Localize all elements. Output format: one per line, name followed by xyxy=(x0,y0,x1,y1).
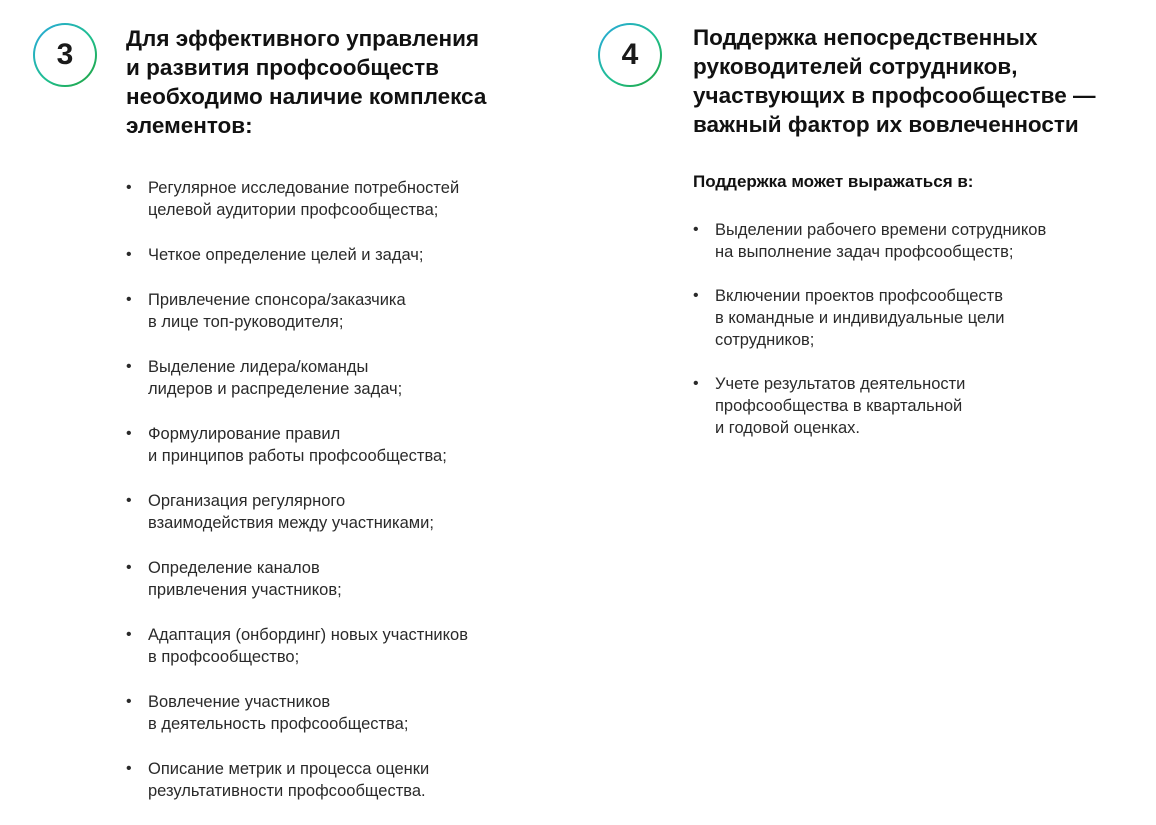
bullet-item xyxy=(126,758,468,802)
bullet-item-text-line: Выделение лидера/команды xyxy=(148,358,369,376)
bullet-dot-icon: • xyxy=(126,246,132,263)
bullet-item xyxy=(126,691,468,735)
bullet-item-text-line: в профсообщество; xyxy=(148,648,300,666)
section-4-number: 4 xyxy=(600,25,660,85)
bullet-dot-icon: • xyxy=(126,291,132,308)
section-3-heading-line: и развития профсообществ xyxy=(126,55,439,80)
bullet-item-text-line: Описание метрик и процесса оценки xyxy=(148,760,430,778)
bullet-item-text-line: Адаптация (онбординг) новых участников xyxy=(148,626,468,644)
section-3-heading xyxy=(126,24,486,140)
section-3-number: 3 xyxy=(35,25,95,85)
bullet-item-text-line: результативности профсообщества. xyxy=(148,782,426,800)
bullet-dot-icon: • xyxy=(126,358,132,375)
bullet-dot-icon: • xyxy=(126,559,132,576)
bullet-item-text-line: Четкое определение целей и задач; xyxy=(148,246,424,264)
bullet-item-text-line: Регулярное исследование потребностей xyxy=(148,179,460,197)
section-3-heading-line: необходимо наличие комплекса xyxy=(126,84,487,109)
bullet-item-text-line: в деятельность профсообщества; xyxy=(148,715,409,733)
bullet-item-text-line: и принципов работы профсообщества; xyxy=(148,447,447,465)
bullet-item xyxy=(126,490,468,534)
section-3-number-badge xyxy=(33,23,97,87)
bullet-item-text-line: Привлечение спонсора/заказчика xyxy=(148,291,406,309)
bullet-item-text-line: Включении проектов профсообществ xyxy=(715,287,1003,305)
bullet-item xyxy=(126,423,468,467)
bullet-item-text-line: Выделении рабочего времени сотрудников xyxy=(715,221,1047,239)
bullet-item-text-line: целевой аудитории профсообщества; xyxy=(148,201,439,219)
section-4-bullet-list xyxy=(693,219,1046,461)
bullet-dot-icon: • xyxy=(693,287,699,304)
bullet-dot-icon: • xyxy=(126,626,132,643)
bullet-item-text-line: Учете результатов деятельности xyxy=(715,375,966,393)
bullet-item xyxy=(126,289,468,333)
bullet-item-text-line: Организация регулярного xyxy=(148,492,346,510)
section-4-heading-line: важный фактор их вовлеченности xyxy=(693,112,1079,137)
bullet-item xyxy=(126,244,468,266)
bullet-dot-icon: • xyxy=(126,693,132,710)
bullet-item-text-line: в лице топ-руководителя; xyxy=(148,313,344,331)
bullet-item xyxy=(693,373,1046,439)
bullet-item-text-line: Формулирование правил xyxy=(148,425,341,443)
section-4-heading-line: Поддержка непосредственных xyxy=(693,25,1038,50)
bullet-item xyxy=(693,285,1046,351)
section-4-heading-line: участвующих в профсообществе — xyxy=(693,83,1096,108)
bullet-item xyxy=(126,356,468,400)
bullet-item-text-line: и годовой оценках. xyxy=(715,419,860,437)
bullet-dot-icon: • xyxy=(126,492,132,509)
bullet-item-text-line: сотрудников; xyxy=(715,331,815,349)
bullet-item xyxy=(693,219,1046,263)
bullet-item xyxy=(126,557,468,601)
section-4-heading xyxy=(693,23,1095,139)
section-3-bullet-list xyxy=(126,177,468,825)
bullet-item-text-line: в командные и индивидуальные цели xyxy=(715,309,1005,327)
section-3-heading-line: элементов: xyxy=(126,113,253,138)
bullet-dot-icon: • xyxy=(126,760,132,777)
bullet-item-text-line: на выполнение задач профсообществ; xyxy=(715,243,1014,261)
section-4-subheading: Поддержка может выражаться в: xyxy=(693,172,974,191)
section-4-number-badge xyxy=(598,23,662,87)
bullet-item-text-line: привлечения участников; xyxy=(148,581,342,599)
bullet-item xyxy=(126,624,468,668)
bullet-item-text-line: взаимодействия между участниками; xyxy=(148,514,434,532)
bullet-dot-icon: • xyxy=(693,221,699,238)
section-4-heading-line: руководителей сотрудников, xyxy=(693,54,1018,79)
bullet-item-text-line: профсообщества в квартальной xyxy=(715,397,963,415)
bullet-dot-icon: • xyxy=(126,179,132,196)
bullet-item xyxy=(126,177,468,221)
bullet-dot-icon: • xyxy=(693,375,699,392)
bullet-item-text-line: Вовлечение участников xyxy=(148,693,331,711)
section-3-heading-line: Для эффективного управления xyxy=(126,26,480,51)
bullet-item-text-line: лидеров и распределение задач; xyxy=(148,380,403,398)
bullet-dot-icon: • xyxy=(126,425,132,442)
bullet-item-text-line: Определение каналов xyxy=(148,559,320,577)
